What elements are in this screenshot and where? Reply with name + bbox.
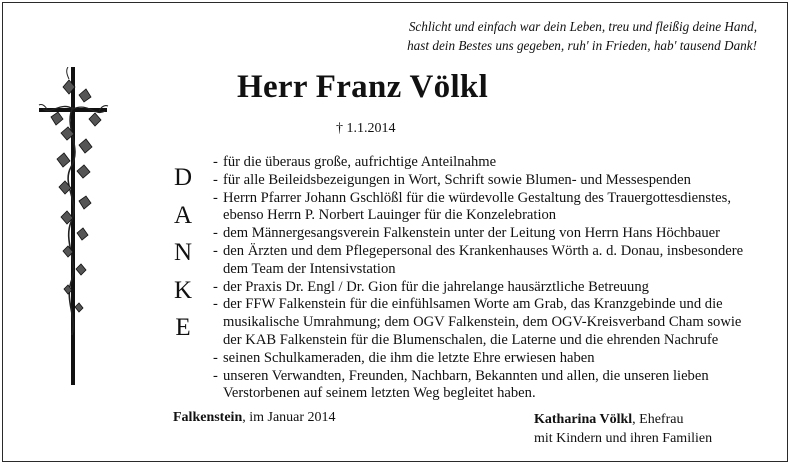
list-item: - der Praxis Dr. Engl / Dr. Gion für die jahrelange hausärztliche Betreuung xyxy=(213,278,649,295)
list-item: - für die überaus große, aufrichtige Anteilnahme xyxy=(213,154,497,170)
motto-line-1: Schlicht und einfach war dein Leben, treu und fleißig deine Hand, xyxy=(408,19,757,34)
list-item: - der FFW Falkenstein für die einfühlsamen Worte am Grab, das Kranzgebinde und die musikalische Umrahmung; dem OGV Falkenstein, dem OGV-Kreisverband Cham sowie der KAB Falkenstein für die Blumenschalen, die Laterne und die ehrenden Nachrufe xyxy=(213,296,742,348)
danke-vertical xyxy=(171,159,195,347)
deceased-name: Herr Franz Völkl xyxy=(237,69,489,105)
place: Falkenstein xyxy=(173,410,243,425)
danke-letter: A xyxy=(173,201,193,229)
signer-name: Katharina Völkl xyxy=(534,412,633,427)
list-item: - für alle Beileidsbezeigungen in Wort, Schrift sowie Blumen- und Messespenden xyxy=(213,171,691,188)
danke-letter: E xyxy=(175,314,191,342)
family-line: mit Kindern und ihren Familien xyxy=(534,431,713,446)
list-item: - Herrn Pfarrer Johann Gschlößl für die würdevolle Gestaltung des Trauergottesdienstes, ebenso Herrn P. Norbert Lauinger für die Konzelebration xyxy=(213,189,731,224)
motto-line-2: hast dein Bestes uns gegeben, ruh' in Frieden, hab' tausend Dank! xyxy=(407,38,757,53)
signature-block xyxy=(534,410,712,448)
list-item: - unseren Verwandten, Freunden, Nachbarn, Bekannten und allen, die unseren lieben Verstorbenen auf seinem letzten Weg begleitet haben. xyxy=(213,367,709,402)
thanks-list xyxy=(213,154,773,403)
danke-letter: D xyxy=(173,164,193,191)
date: , im Januar 2014 xyxy=(242,410,336,425)
danke-letter: N xyxy=(173,239,193,267)
death-date: † 1.1.2014 xyxy=(336,121,396,136)
list-item: - dem Männergesangsverein Falkenstein unter der Leitung von Herrn Hans Höchbauer xyxy=(213,225,720,242)
obituary-card xyxy=(2,2,788,462)
list-item: - den Ärzten und dem Pflegepersonal des Krankenhauses Wörth a. d. Donau, insbesondere dem Team der Intensivstation xyxy=(213,242,744,277)
place-and-date xyxy=(173,410,336,426)
motto xyxy=(407,17,757,55)
list-item: - seinen Schulkameraden, die ihm die letzte Ehre erwiesen haben xyxy=(213,349,595,366)
cross-with-ivy-icon xyxy=(33,67,113,387)
signer-role: , Ehefrau xyxy=(632,412,684,427)
danke-letter: K xyxy=(173,276,193,304)
